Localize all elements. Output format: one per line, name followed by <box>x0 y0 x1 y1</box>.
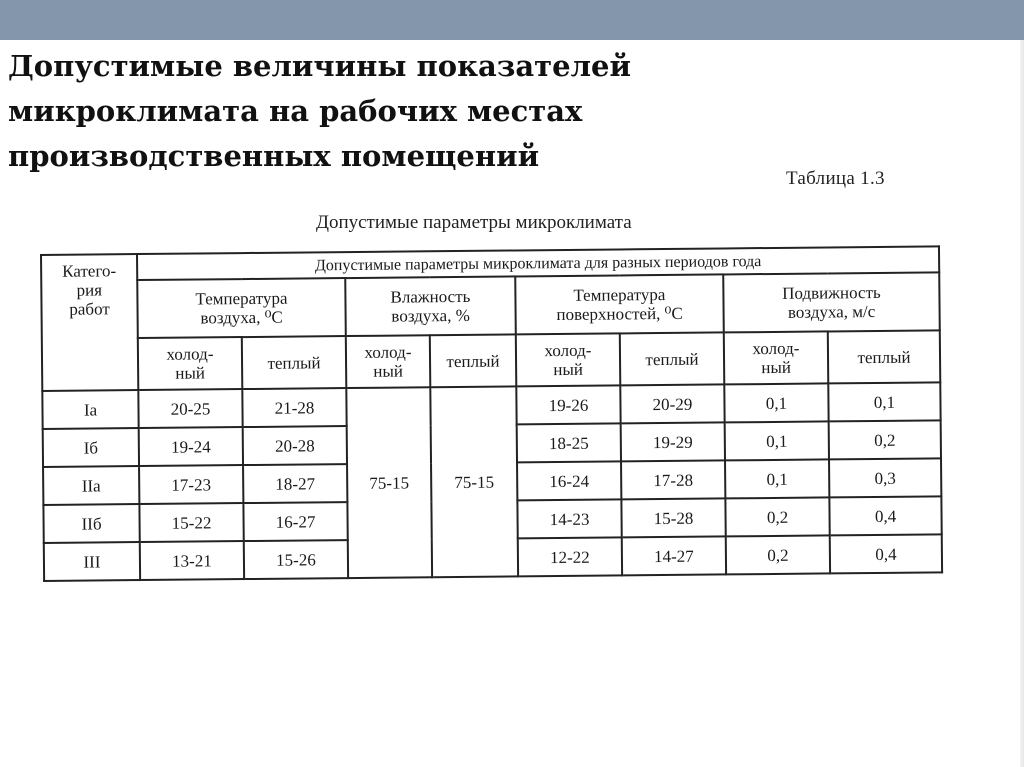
air-temp-warm-cell: 16-27 <box>243 502 347 541</box>
surface-temp-warm-header: теплый <box>620 332 724 385</box>
table-caption: Таблица 1.3 <box>786 168 885 189</box>
category-cell: IIа <box>43 466 139 505</box>
surface-temp-cold-cell: 16-24 <box>517 461 621 500</box>
air-speed-cold-header: холод- ный <box>724 331 828 384</box>
category-header: Катего- рия работ <box>41 254 138 391</box>
air-temp-warm-cell: 20-28 <box>243 426 347 465</box>
surface-temp-cold-cell: 12-22 <box>518 537 622 576</box>
air-speed-cold-cell: 0,1 <box>725 421 829 460</box>
air-temp-warm-cell: 18-27 <box>243 464 347 503</box>
air-speed-header: Подвижность воздуха, м/с <box>723 272 940 332</box>
group-header: Допустимые параметры микроклимата для разных периодов года <box>137 246 939 280</box>
title-line-3: производственных помещений <box>8 139 540 173</box>
air-temp-warm-header: теплый <box>242 336 346 389</box>
air-speed-warm-cell: 0,4 <box>829 496 941 535</box>
slide-title <box>8 44 808 179</box>
slide-edge <box>1020 40 1024 767</box>
surface-temp-cold-cell: 18-25 <box>517 423 621 462</box>
category-cell: IIб <box>43 504 139 543</box>
surface-temp-header: Температура поверхностей, ⁰С <box>515 274 724 334</box>
air-temp-warm-cell: 15-26 <box>244 540 348 579</box>
air-temp-cold-cell: 19-24 <box>139 427 243 466</box>
humidity-cold-cell: 75-15 <box>346 387 432 578</box>
air-speed-cold-cell: 0,2 <box>726 535 830 574</box>
air-temp-header: Температура воздуха, ⁰С <box>137 278 346 338</box>
surface-temp-warm-cell: 17-28 <box>621 460 725 499</box>
surface-temp-warm-cell: 14-27 <box>622 536 726 575</box>
air-temp-cold-cell: 13-21 <box>140 541 244 580</box>
air-speed-warm-cell: 0,3 <box>829 458 941 497</box>
air-speed-warm-cell: 0,2 <box>829 420 941 459</box>
category-cell: Iб <box>43 428 139 467</box>
air-speed-cold-cell: 0,1 <box>725 459 829 498</box>
surface-temp-warm-cell: 19-29 <box>621 422 725 461</box>
air-temp-cold-cell: 20-25 <box>138 389 242 428</box>
surface-temp-warm-cell: 20-29 <box>620 384 724 423</box>
scanned-table <box>40 245 941 576</box>
air-temp-cold-header: холод- ный <box>138 337 242 390</box>
surface-temp-cold-cell: 14-23 <box>517 499 621 538</box>
table-heading: Допустимые параметры микроклимата <box>316 212 632 233</box>
category-cell: Iа <box>42 390 138 429</box>
category-cell: III <box>44 542 140 581</box>
air-speed-warm-header: теплый <box>828 330 941 383</box>
air-temp-cold-cell: 17-23 <box>139 465 243 504</box>
air-speed-cold-cell: 0,2 <box>725 497 829 536</box>
surface-temp-cold-header: холод- ный <box>516 333 620 386</box>
air-temp-warm-cell: 21-28 <box>242 388 346 427</box>
humidity-cold-header: холод- ный <box>346 335 430 388</box>
header-bar <box>0 0 1024 40</box>
air-speed-warm-cell: 0,1 <box>828 382 940 421</box>
title-line-2: микроклимата на рабочих местах <box>8 94 583 128</box>
air-speed-cold-cell: 0,1 <box>724 383 828 422</box>
humidity-warm-header: теплый <box>430 334 516 387</box>
title-line-1: Допустимые величины показателей <box>8 49 631 83</box>
surface-temp-warm-cell: 15-28 <box>621 498 725 537</box>
humidity-warm-cell: 75-15 <box>430 386 518 577</box>
air-speed-warm-cell: 0,4 <box>830 534 942 573</box>
microclimate-table <box>40 245 943 582</box>
surface-temp-cold-cell: 19-26 <box>516 385 620 424</box>
humidity-header: Влажность воздуха, % <box>345 276 516 336</box>
air-temp-cold-cell: 15-22 <box>139 503 243 542</box>
